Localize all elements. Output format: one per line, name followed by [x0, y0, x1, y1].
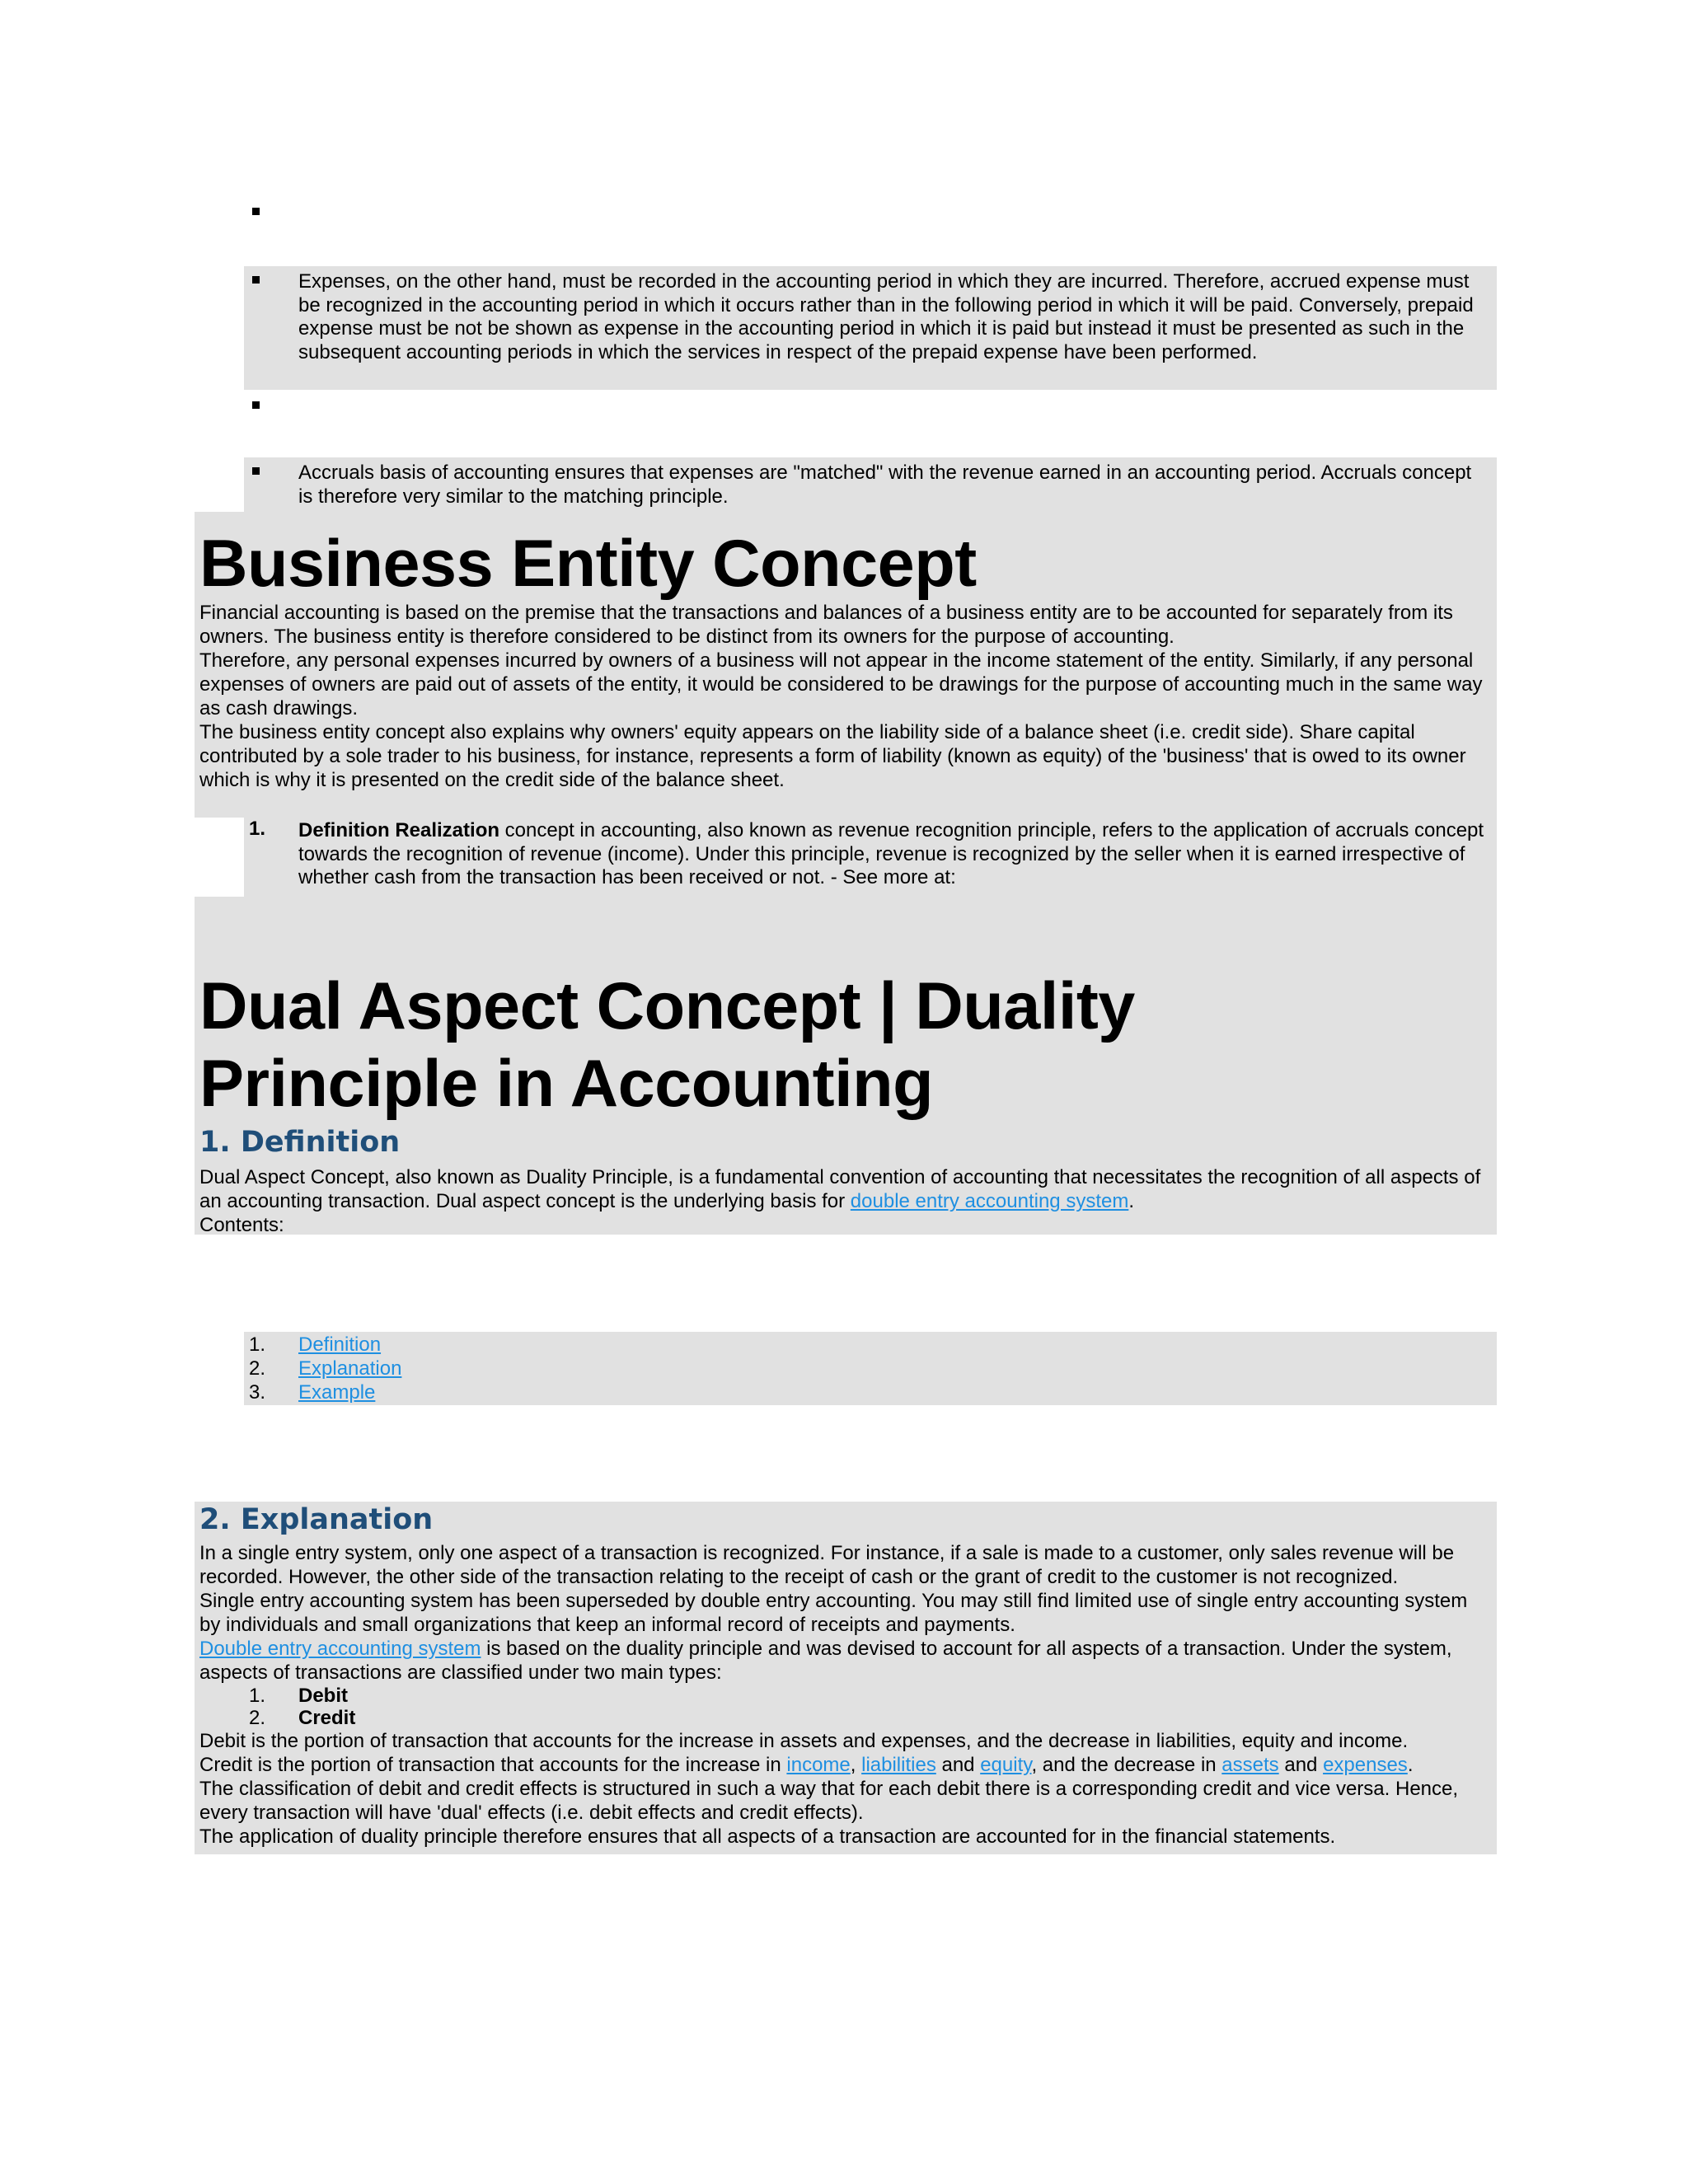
accruals-bullet-item	[244, 457, 1497, 512]
dual-aspect-definition-text: Dual Aspect Concept, also known as Duality Principle, is a fundamental convention of accounting that necessitates the recognition of all aspects of an accounting transaction. Dual aspect concept is the underlying basis for double entry accounting system.	[199, 1166, 1481, 1212]
liabilities-link[interactable]: liabilities	[861, 1754, 936, 1776]
contents-link-explanation[interactable]: Explanation	[298, 1357, 402, 1380]
realization-definition-item	[244, 818, 1497, 898]
contents-label: Contents:	[199, 1214, 284, 1236]
business-entity-paragraph: Financial accounting is based on the premise that the transactions and balances of a business entity are to be accounted for separately from its owners. The business entity is therefore considered to be distinct from its owners for the purpose of accounting.	[199, 602, 1453, 648]
contents-list	[244, 1332, 1497, 1405]
business-entity-paragraph: The business entity concept also explains why owners' equity appears on the liability side of a balance sheet (i.e. credit side). Share capital contributed by a sole trader to his business, for instance, represents a form of liability (known as equity) of the 'business' that is owed to its owner which is why it is presented on the credit side of the balance sheet.	[199, 721, 1466, 791]
business-entity-paragraph: Therefore, any personal expenses incurred by owners of a business will not appear in the income statement of the entity. Similarly, if any personal expenses of owners are paid out of assets of the entity, it would be considered to be drawings for the purpose of accounting much in the same way as cash drawings.	[199, 649, 1483, 719]
equity-link[interactable]: equity	[980, 1754, 1032, 1776]
type-label-credit: Credit	[298, 1707, 356, 1729]
indent-gutter	[195, 818, 244, 897]
list-number: 1.	[249, 1333, 266, 1356]
list-item	[244, 1685, 1497, 1707]
definition-term: Definition Realization	[298, 819, 500, 841]
explanation-paragraph: Double entry accounting system is based on the duality principle and was devised to account for all aspects of a transaction. Under the system, aspects of transactions are classified under two main types:	[199, 1638, 1452, 1684]
explanation-paragraph: The classification of debit and credit effects is structured in such a way that for each debit there is a corresponding credit and vice versa. Hence, every transaction will have 'dual' effects (i.e. debit effects and credit effects).	[199, 1778, 1459, 1824]
business-entity-heading: Business Entity Concept	[199, 527, 977, 601]
explanation-paragraph: The application of duality principle therefore ensures that all aspects of a transaction are accounted for in the financial statements.	[199, 1825, 1336, 1848]
list-item	[244, 1707, 1497, 1729]
bullet-marker	[252, 467, 260, 475]
bullet-marker	[252, 276, 260, 284]
contents-item	[244, 1380, 1497, 1404]
double-entry-link[interactable]: Double entry accounting system	[199, 1638, 481, 1660]
type-label-debit: Debit	[298, 1685, 348, 1707]
double-entry-link[interactable]: double entry accounting system	[850, 1190, 1129, 1212]
list-number: 2.	[249, 1357, 266, 1380]
assets-link[interactable]: assets	[1221, 1754, 1279, 1776]
explanation-paragraph: Single entry accounting system has been superseded by double entry accounting. You may still find limited use of single entry accounting system by individuals and small organizations that keep an informal record of receipts and payments.	[199, 1590, 1468, 1636]
explanation-section-heading: 2. Explanation	[199, 1503, 434, 1536]
definition-text: concept in accounting, also known as revenue recognition principle, refers to the application of accruals concept towards the recognition of revenue (income). Under this principle, revenue is recognized by the seller when it is earned irrespective of whether cash from the transaction has been received or not. - See more at:	[298, 819, 1484, 888]
explanation-paragraph: Credit is the portion of transaction that accounts for the increase in income, liabilities and equity, and the decrease in assets and expenses.	[199, 1754, 1414, 1776]
explanation-paragraph: In a single entry system, only one aspect of a transaction is recognized. For instance, if a sale is made to a customer, only sales revenue will be recorded. However, the other side of the transaction relating to the receipt of cash or the grant of credit to the customer is not recognized.	[199, 1542, 1455, 1588]
definition-section-heading: 1. Definition	[199, 1126, 401, 1159]
income-link[interactable]: income	[786, 1754, 851, 1776]
bullet-marker	[252, 208, 260, 215]
dual-aspect-heading: Dual Aspect Concept | Duality Principle in Accounting	[199, 969, 1135, 1121]
bullet-marker	[252, 401, 260, 409]
explanation-section	[195, 1502, 1497, 1854]
explanation-paragraph: Debit is the portion of transaction that accounts for the increase in assets and expenses, and the decrease in liabilities, equity and income.	[199, 1730, 1409, 1752]
list-number: 3.	[249, 1381, 266, 1404]
expenses-bullet-item	[244, 266, 1497, 390]
contents-link-example[interactable]: Example	[298, 1381, 376, 1404]
expenses-bullet-text: Expenses, on the other hand, must be recorded in the accounting period in which they are incurred. Therefore, accrued expense must be recognized in the accounting period in which it occurs rather than in the following period in which it will be paid. Conversely, prepaid expense must be not be shown as expense in the accounting period in which it is paid but instead it must be presented as such in the subsequent accounting periods in which the services in respect of the prepaid expense have been performed.	[298, 270, 1474, 363]
entry-types-list	[244, 1685, 1497, 1729]
dual-aspect-section	[195, 897, 1497, 1235]
contents-item	[244, 1357, 1497, 1380]
contents-item	[244, 1333, 1497, 1357]
accruals-bullet-text: Accruals basis of accounting ensures that expenses are "matched" with the revenue earned in an accounting period. Accruals concept is therefore very similar to the matching principle.	[298, 462, 1472, 508]
list-number: 1.	[249, 818, 266, 840]
expenses-link[interactable]: expenses	[1323, 1754, 1408, 1776]
contents-link-definition[interactable]: Definition	[298, 1333, 382, 1356]
list-number: 2.	[249, 1707, 266, 1729]
list-number: 1.	[249, 1685, 266, 1707]
